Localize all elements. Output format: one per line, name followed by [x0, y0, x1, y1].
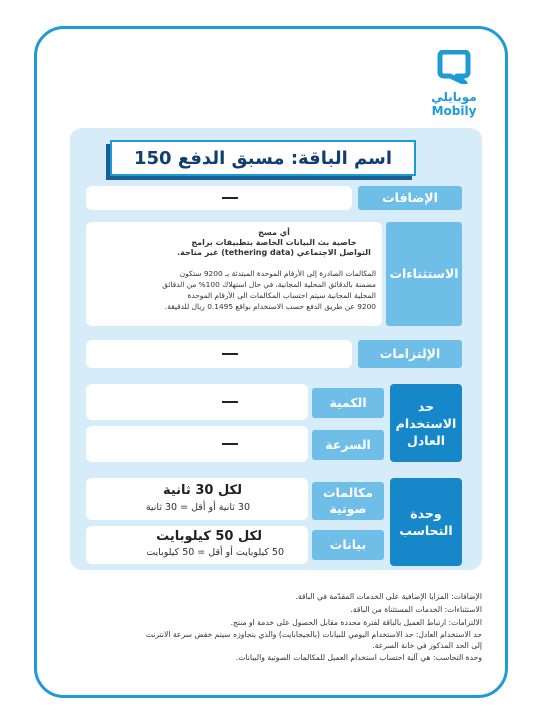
- fair-use-speed-label: السرعة: [312, 430, 384, 460]
- fair-use-quantity-box: [86, 384, 308, 420]
- note-fair-use-cont: إلى الحد المذكور في خانة السرعة.: [372, 640, 482, 650]
- billing-data-main: لكل 50 كيلوبايت: [156, 529, 262, 544]
- speed-empty-dash: [222, 443, 238, 445]
- note-addons: الإضافات: المزايا الإضافية على الخدمات المقدّمة في الباقة.: [295, 592, 482, 601]
- billing-unit-label: وحدة التحاسب: [390, 478, 462, 566]
- billing-voice-box: [86, 478, 308, 520]
- exceptions-text-line: المكالمات الصادرة إلى الأرقام الموحدة المبتدئة بـ 9200 ستكون: [179, 269, 376, 278]
- exceptions-value-box: [86, 222, 382, 326]
- exceptions-text-line: مضمنة بالدقائق المحلية المجانية، في حال استهلاك 100% من الدقائق: [162, 280, 376, 289]
- exceptions-text-line: المحلية المجانية سيتم احتساب المكالمات الى الأرقام الموحدة: [187, 291, 376, 300]
- exceptions-item-sms: أي مسج: [258, 228, 290, 237]
- addons-label: الإضافات: [358, 186, 462, 210]
- exceptions-label: الاستثناءات: [386, 222, 462, 326]
- commitments-value-box: [86, 340, 352, 368]
- fair-use-quantity-label: الكمية: [312, 388, 384, 418]
- billing-data-sub: 50 كيلوبايت أو أقل = 50 كيلوبايت: [146, 547, 284, 558]
- commitments-label: الإلتزامات: [358, 340, 462, 368]
- billing-data-box: [86, 526, 308, 564]
- billing-voice-label: مكالمات صوتية: [312, 482, 384, 520]
- mobily-logo: [422, 50, 486, 118]
- note-commitments: الالتزامات: ارتباط العميل بالباقة لفترة محددة مقابل الحصول على خدمة او منتج.: [230, 618, 482, 628]
- addons-empty-dash: [222, 197, 238, 199]
- commitments-empty-dash: [222, 353, 238, 355]
- note-fair-use: حد الاستخدام العادل: حد الاستخدام اليومي للبيانات (بالجيجابايت) والذي بتجاوزه سيتم خفض سرعة الانترنت: [145, 629, 482, 639]
- billing-data-label: بيانات: [312, 530, 384, 560]
- note-exceptions: الاستثناءات: الخدمات المستثناة من الباقة.: [350, 605, 482, 615]
- fair-use-speed-box: [86, 426, 308, 462]
- addons-value-box: [86, 186, 352, 210]
- quantity-empty-dash: [222, 401, 238, 403]
- plan-title: اسم الباقة: مسبق الدفع 150: [110, 140, 416, 176]
- mobily-logo-icon: [435, 50, 473, 84]
- logo-english-text: Mobily: [431, 104, 477, 118]
- exceptions-item-tethering-cont: التواصل الاجتماعي (tethering data) غير متاحة.: [177, 248, 371, 257]
- note-billing-unit: وحدة التحاسب: هي آلية احتساب استخدام العميل للمكالمات الصوتية والبيانات.: [235, 652, 482, 662]
- billing-voice-sub: 30 ثانية أو أقل = 30 ثانية: [145, 502, 250, 513]
- billing-voice-main: لكل 30 ثانية: [162, 483, 242, 498]
- exceptions-item-tethering: خاصية بث البيانات الخاصة بتطبيقات برامج: [191, 238, 357, 247]
- logo-arabic-text: موبايلي: [431, 90, 477, 104]
- definitions-notes: [62, 590, 482, 664]
- exceptions-text-line: 9200 عن طريق الدفع حسب الاستخدام بواقع 0.1495 ريال للدقيقة.: [164, 302, 376, 311]
- fair-use-label: حد الاستخدام العادل: [390, 384, 462, 462]
